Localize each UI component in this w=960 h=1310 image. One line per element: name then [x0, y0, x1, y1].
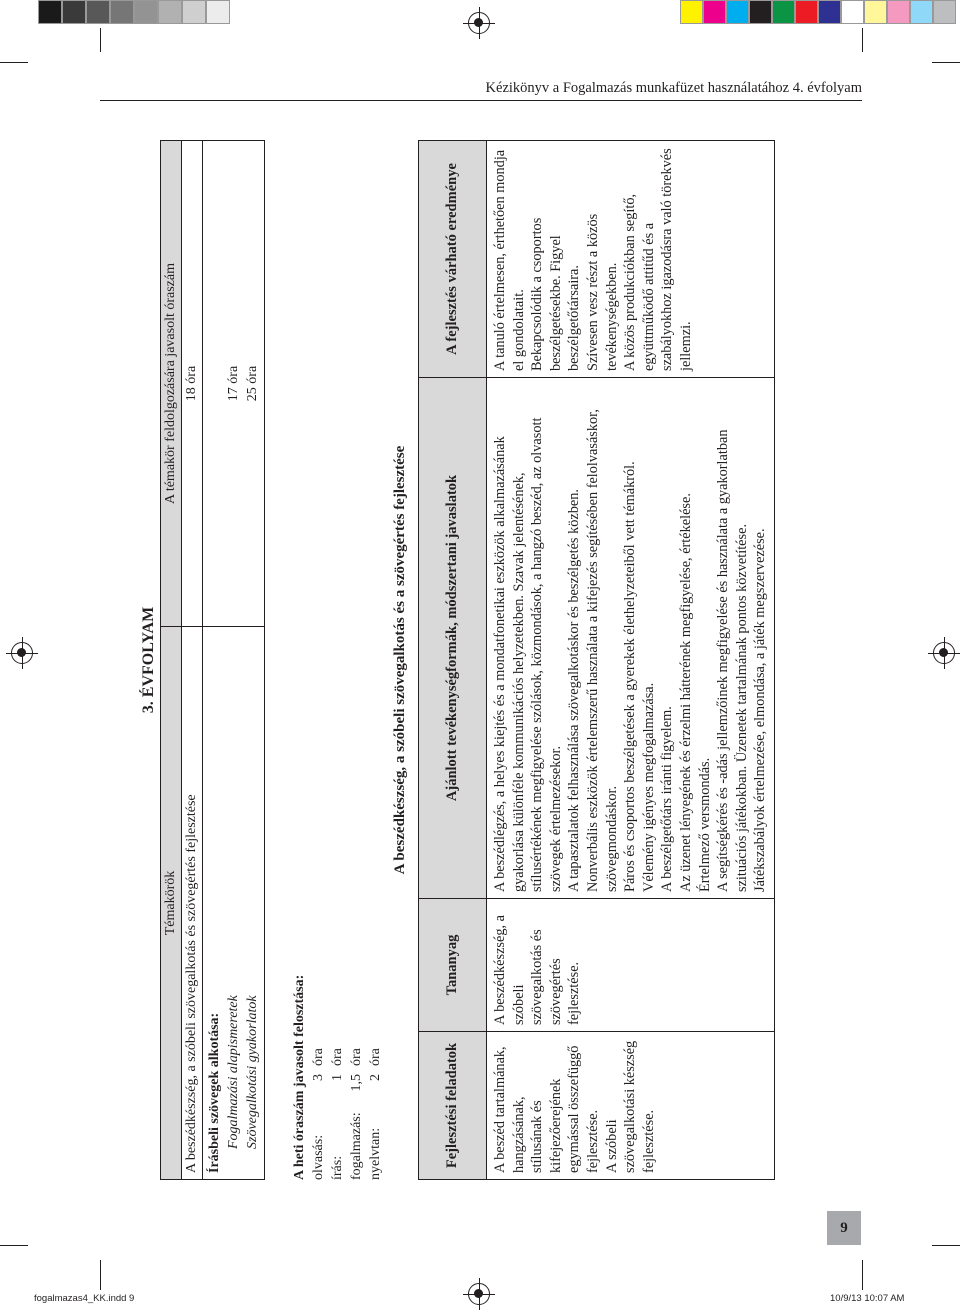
subtopic: Szövegalkotási gyakorlatok [245, 995, 260, 1149]
cell-paragraph: A segítségkérés és -adás jellemzőinek megfigyelése és használata a gyakorlatban szituációs játékokban. Üzenetek tartalmának pontos közvetítése. [715, 429, 750, 892]
col-header: Ajánlott tevékenységformák, módszertani javaslatok [419, 378, 487, 899]
color-swatch [86, 0, 110, 24]
cell-paragraph: A beszédkészség, a szóbeli szövegalkotás és szövegértés fejlesztése. [492, 915, 583, 1025]
header-rule [100, 100, 862, 101]
color-swatch [703, 0, 726, 24]
hours-cell [182, 141, 203, 627]
crop-mark [932, 1245, 960, 1246]
cell-paragraph: Páros és csoportos beszélgetések a gyerekek élethelyzeteiből vett témákról. [622, 461, 639, 892]
grayscale-colorbar [38, 0, 230, 22]
methods-cell [487, 378, 775, 899]
crop-mark [932, 62, 960, 63]
color-swatch [134, 0, 158, 24]
topic-heading: Írásbeli szövegek alkotása: [207, 1012, 222, 1173]
cell-paragraph: Értelmező versmondás. [696, 757, 713, 892]
hours-value: 25 óra [245, 365, 260, 402]
col-header: Fejlesztési feladatok [419, 1032, 487, 1180]
cell-paragraph: A szóbeli szövegalkotási készség fejlesztése. [603, 1040, 657, 1173]
cell-paragraph: Játékszabályok értelmezése, elmondása, a játék megszervezése. [752, 528, 769, 892]
hours-header: A témakör feldolgozására javasolt óraszám [161, 141, 182, 627]
weekly-row: nyelvtan: 2 óra [368, 1048, 383, 1180]
table-row [182, 141, 203, 1180]
color-swatch [110, 0, 134, 24]
topic-cell [203, 627, 265, 1180]
results-cell [487, 141, 775, 378]
topic-cell: A beszédkészség, a szóbeli szövegalkotás és szövegértés fejlesztése [182, 627, 203, 1180]
color-swatch [841, 0, 864, 24]
page-number: 9 [827, 1211, 861, 1245]
cell-paragraph: Bekapcsolódik a csoportos beszélgetésekbe. Figyel beszélgetőtársaira. [529, 217, 583, 371]
weekly-row: írás: 1 óra [330, 1048, 345, 1180]
crop-mark [100, 28, 101, 52]
color-swatch [206, 0, 230, 24]
color-swatch [158, 0, 182, 24]
crop-mark [0, 62, 28, 63]
rotated-page-content [140, 140, 860, 1180]
cell-paragraph: Az üzenet lényegének és érzelmi hátterének megfigyelése, értékelése. [677, 493, 694, 892]
cell-paragraph: A közös produkciókban segítő, együttműködő attitűd és a szabályokhoz igazodásra való törekvés jellemzi. [622, 148, 694, 371]
running-header: Kézikönyv a Fogalmazás munkafüzet használatához 4. évfolyam [485, 80, 862, 96]
topics-header: Témakörök [161, 627, 182, 1180]
tasks-cell [487, 1032, 775, 1180]
registration-mark-bottom [468, 1283, 490, 1305]
cell-paragraph: A beszédlégzés, a helyes kiejtés és a mondatfonetikai eszközök alkalmazásának gyakorlása különféle kommunikációs helyzetekben. Szavak jelentésének, stílusértékének megfigyelése szólások, közmondások, a hangzó beszéd, az olvasott szövegek értelmezésekor. [492, 417, 564, 892]
development-table [418, 140, 775, 1180]
color-colorbar [680, 0, 956, 22]
topics-table [160, 140, 265, 1180]
hours-value: 18 óra [184, 365, 199, 402]
weekly-row: fogalmazás: 1,5 óra [349, 1048, 364, 1180]
color-swatch [182, 0, 206, 24]
color-swatch [818, 0, 841, 24]
color-swatch [772, 0, 795, 24]
crop-mark [862, 1260, 863, 1290]
color-swatch [795, 0, 818, 24]
hours-value: 17 óra [226, 365, 241, 402]
color-swatch [933, 0, 956, 24]
color-swatch [887, 0, 910, 24]
crop-mark [100, 1260, 101, 1290]
footer-file: fogalmazas4_KK.indd 9 [34, 1293, 135, 1304]
hours-cell [203, 141, 265, 627]
weekly-title: A heti óraszám javasolt felosztása: [292, 974, 307, 1180]
table-row [487, 141, 775, 1180]
registration-mark-right [933, 642, 955, 664]
footer-timestamp: 10/9/13 10:07 AM [830, 1293, 905, 1304]
col-header: A fejlesztés várható eredménye [419, 141, 487, 378]
subtopic: Fogalmazási alapismeretek [226, 995, 241, 1149]
cell-paragraph: A tanuló értelmesen, érthetően mondja el gondolatait. [492, 149, 527, 371]
color-swatch [62, 0, 86, 24]
cell-paragraph: A beszélgetőtárs iránti figyelem. [659, 706, 676, 892]
color-swatch [910, 0, 933, 24]
color-swatch [749, 0, 772, 24]
cell-paragraph: Vélemény igényes megfogalmazása. [640, 682, 657, 892]
section-title: A beszédkészség, a szóbeli szövegalkotás és a szövegértés fejlesztése [392, 445, 408, 875]
weekly-row: olvasás: 3 óra [311, 1048, 326, 1180]
crop-mark [0, 1245, 28, 1246]
cell-paragraph: A tapasztalatok felhasználása szövegalkotáskor és beszélgetés közben. [566, 489, 583, 892]
content-cell [487, 899, 775, 1032]
table-row [203, 141, 265, 1180]
color-swatch [680, 0, 703, 24]
cell-paragraph: Szívesen vesz részt a közös tevékenységekben. [584, 213, 620, 371]
cell-paragraph: Nonverbális eszközök értelemszerű használata a kifejezés segítésében felolvasáskor, szövegmondáskor. [584, 409, 620, 892]
color-swatch [726, 0, 749, 24]
year-title: 3. ÉVFOLYAM [140, 606, 157, 714]
weekly-hours [290, 975, 385, 1180]
registration-mark-top [468, 12, 490, 34]
crop-mark [862, 28, 863, 52]
color-swatch [38, 0, 62, 24]
registration-mark-left [11, 642, 33, 664]
color-swatch [864, 0, 887, 24]
col-header: Tananyag [419, 899, 487, 1032]
cell-paragraph: A beszéd tartalmának, hangzásának, stílusának és kifejezőerejének egymással összefüggő fejlesztése. [492, 1045, 601, 1173]
